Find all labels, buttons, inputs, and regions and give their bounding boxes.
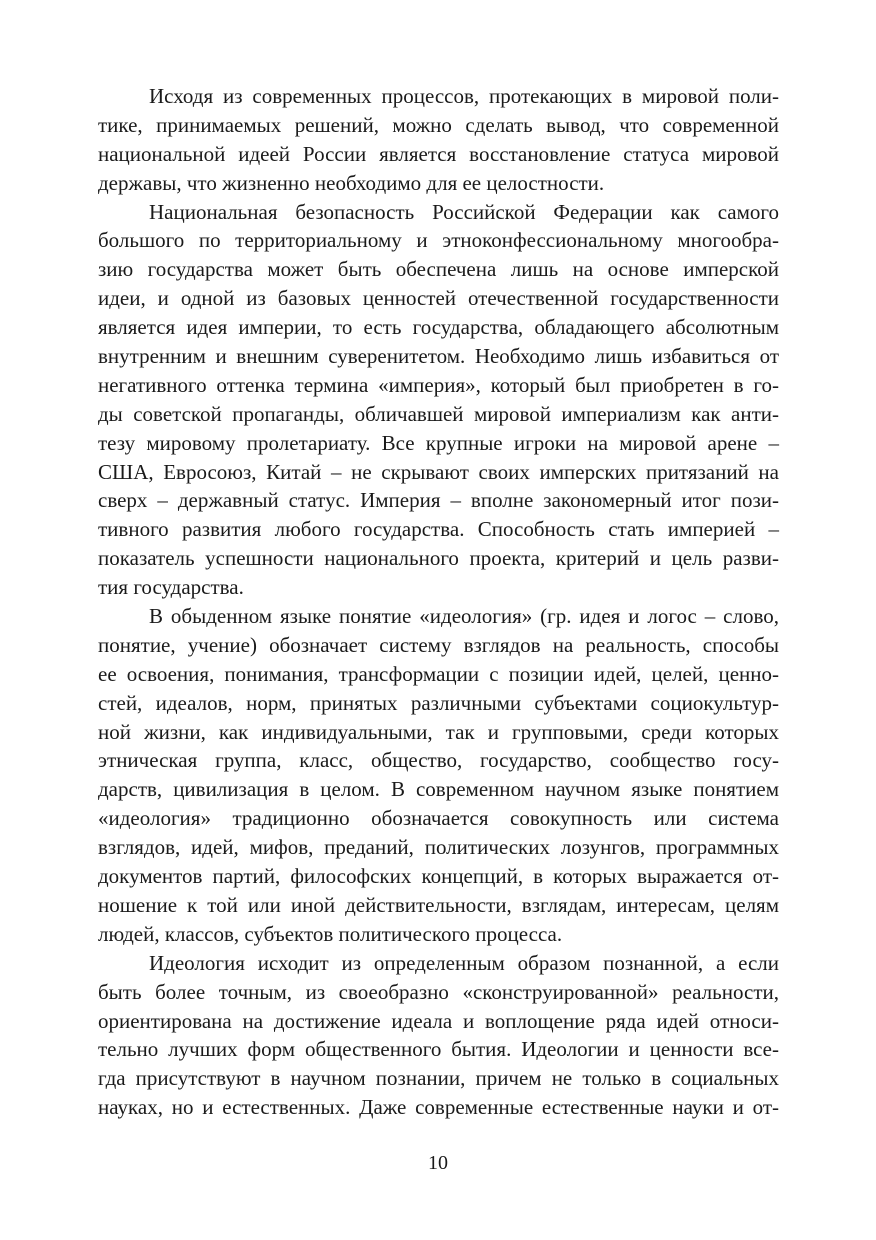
paragraph-3 xyxy=(98,602,779,949)
text-line: людей, классов, субъектов политического процесса. xyxy=(98,921,563,946)
text-line: Исходя из современных процессов, протекающих в мировой поли- xyxy=(149,84,779,108)
text-line: державы, что жизненно необходимо для ее целостности. xyxy=(98,170,605,195)
text-line: национальной идеей России является восстановление статуса мировой xyxy=(98,141,779,166)
text-line: ды советской пропаганды, обличавшей мировой империализм как анти- xyxy=(98,401,779,426)
text-line: тия государства. xyxy=(98,575,244,600)
text-line: тельно лучших форм общественного бытия. Идеологии и ценности все- xyxy=(98,1037,779,1062)
text-line: дарств, цивилизация в целом. В современном научном языке понятием xyxy=(98,777,779,802)
text-line: зию государства может быть обеспечена лишь на основе имперской xyxy=(98,257,779,282)
paragraph-4 xyxy=(98,949,779,1122)
text-line: ориентирована на достижение идеала и воплощение ряда идей относи- xyxy=(98,1008,779,1033)
text-line: США, Евросоюз, Китай – не скрывают своих имперских притязаний на xyxy=(98,459,779,484)
page-number: 10 xyxy=(428,1152,448,1174)
text-line: Идеология исходит из определенным образом познанной, а если xyxy=(149,950,779,975)
text-line: ношение к той или иной действительности, взглядам, интересам, целям xyxy=(98,892,779,917)
text-line: является идея империи, то есть государства, обладающего абсолютным xyxy=(98,315,779,340)
text-line: этническая группа, класс, общество, государство, сообщество госу- xyxy=(98,748,779,773)
text-line: тике, принимаемых решений, можно сделать вывод, что современной xyxy=(98,112,779,137)
text-line: быть более точным, из своеобразно «сконструированной» реальности, xyxy=(98,979,779,1004)
text-line: показатель успешности национального проекта, критерий и цель разви- xyxy=(98,546,779,571)
text-line: Национальная безопасность Российской Федерации как самого xyxy=(149,199,779,224)
text-line: гда присутствуют в научном познании, причем не только в социальных xyxy=(98,1066,779,1091)
text-line: взглядов, идей, мифов, преданий, политических лозунгов, программных xyxy=(98,835,779,860)
text-line: тивного развития любого государства. Способность стать империей – xyxy=(98,517,779,542)
paragraph-1 xyxy=(98,82,779,198)
text-line: внутренним и внешним суверенитетом. Необходимо лишь избавиться от xyxy=(98,344,779,369)
text-line: ее освоения, понимания, трансформации с позиции идей, целей, ценно- xyxy=(98,661,779,686)
text-line: идеи, и одной из базовых ценностей отечественной государственности xyxy=(98,286,779,311)
text-line: большого по территориальному и этноконфессиональному многообра- xyxy=(98,228,779,253)
text-line: понятие, учение) обозначает систему взглядов на реальность, способы xyxy=(98,632,779,657)
paragraph-2 xyxy=(98,198,779,602)
text-line: ной жизни, как индивидуальными, так и групповыми, среди которых xyxy=(98,719,779,744)
text-line: тезу мировому пролетариату. Все крупные игроки на мировой арене – xyxy=(98,430,779,455)
text-line: документов партий, философских концепций, в которых выражается от- xyxy=(98,864,779,889)
text-line: «идеология» традиционно обозначается совокупность или система xyxy=(98,806,779,831)
body-text xyxy=(98,82,779,1122)
text-line: науках, но и естественных. Даже современные естественные науки и от- xyxy=(98,1095,779,1120)
text-line: стей, идеалов, норм, принятых различными субъектами социокультур- xyxy=(98,690,779,715)
text-line: негативного оттенка термина «империя», который был приобретен в го- xyxy=(98,372,779,397)
text-line: В обыденном языке понятие «идеология» (гр. идея и логос – слово, xyxy=(149,604,779,629)
text-line: сверх – державный статус. Империя – вполне закономерный итог пози- xyxy=(98,488,779,513)
